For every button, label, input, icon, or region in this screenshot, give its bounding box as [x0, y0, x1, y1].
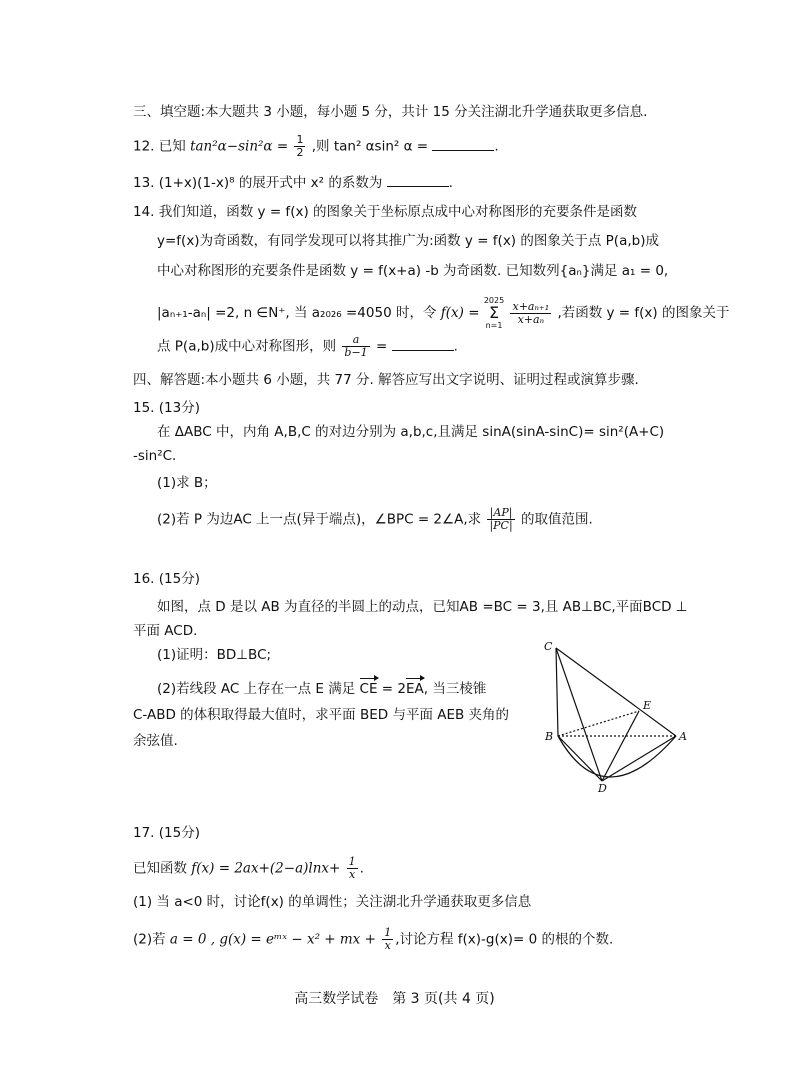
q14-line-5a: 点 P(a,b)成中心对称图形，则 [157, 338, 337, 355]
q17-line-1 [133, 856, 364, 881]
page-footer: 高三数学试卷 第 3 页(共 4 页) [294, 991, 495, 1007]
q14-end: . [453, 338, 458, 355]
edge-ed [602, 711, 639, 781]
q15-part-1: (1)求 B； [157, 475, 217, 491]
q12-prefix: 12. 已知 [133, 138, 186, 155]
q14-frac-num: x+aₙ₊₁ [512, 299, 550, 313]
q15-fraction [487, 507, 514, 532]
q14-line-4a: |aₙ₊₁-aₙ| =2, n ∈N⁺, 当 a₂₀₂₆ =4050 时，令 [157, 305, 437, 321]
q17-frac2-den: x [384, 939, 391, 952]
q17-part-2-expr: a = 0 , g(x) = eᵐˣ − x² + mx + [169, 931, 376, 948]
q16-vector-ce: CE [359, 681, 378, 697]
q14-line-5 [157, 334, 458, 359]
q14-line-2: y=f(x)为奇函数，有同学发现可以将其推广为:函数 y = f(x) 的图象关于点 P(a,b)成 [157, 233, 659, 249]
q12-answer-blank[interactable] [432, 136, 494, 151]
q14-eq: = [468, 305, 480, 321]
question-12 [133, 134, 499, 159]
q17-fraction-2 [382, 927, 393, 952]
question-13 [133, 172, 453, 192]
q16-part-1: (1)证明：BD⊥BC; [157, 647, 272, 663]
section-4-heading: 四、解答题:本小题共 6 小题，共 77 分. 解答应写出文字说明、证明过程或演算步骤. [133, 372, 639, 388]
q14-frac2-den: b−1 [344, 346, 368, 359]
q16-part-2a: (2)若线段 AC 上存在一点 E 满足 [157, 681, 356, 697]
q14-fraction [510, 301, 551, 326]
q15-frac-den: |PC| [489, 519, 513, 532]
semicircle-arc [558, 736, 676, 777]
edge-cd [556, 648, 602, 781]
q17-frac-den: x [349, 868, 356, 881]
q12-fraction [294, 134, 305, 159]
q14-frac-den: x+aₙ [517, 312, 545, 326]
edge-ca [556, 648, 676, 736]
label-a: A [679, 730, 687, 743]
q12-eq: = [276, 138, 289, 155]
q12-mid: ,则 tan² αsin² α = [311, 138, 429, 155]
q15-part-2b: 的取值范围. [520, 511, 593, 528]
q15-frac-num: |AP| [487, 507, 514, 520]
edge-ad [602, 736, 676, 781]
label-b: B [545, 730, 554, 743]
q17-line-1a: 已知函数 [133, 860, 187, 877]
q15-part-2a: (2)若 P 为边AC 上一点(异于端点)，∠BPC = 2∠A,求 [157, 511, 482, 528]
section-3-heading: 三、填空题:本大题共 3 小题，每小题 5 分，共计 15 分关注湖北升学通获取更多信息. [133, 104, 648, 120]
q15-line-1: 在 ΔABC 中，内角 A,B,C 的对边分别为 a,b,c,且满足 sinA(sinA-sinC)= sin²(A+C) [157, 424, 665, 440]
q16-vector-ea: EA [406, 681, 424, 697]
q15-line-2: -sin²C. [133, 448, 177, 464]
q12-end: . [494, 138, 499, 155]
q14-line-4 [157, 296, 729, 330]
q17-part-2b: ,讨论方程 f(x)-g(x)= 0 的根的个数. [395, 931, 614, 948]
q12-frac-num: 1 [296, 133, 304, 146]
q13-text: 13. (1+x)(1-x)⁸ 的展开式中 x² 的系数为 [133, 175, 383, 191]
q17-frac-num: 1 [348, 855, 356, 868]
tetrahedron-figure [536, 640, 702, 792]
q17-frac2-num: 1 [384, 926, 392, 939]
q13-end: . [448, 175, 453, 191]
edge-be-dotted [558, 711, 639, 736]
q16-title: 16. (15分) [133, 571, 200, 587]
q16-part-2c: C-ABD 的体积取得最大值时，求平面 BED 与平面 AEB 夹角的 [133, 707, 510, 723]
q16-mid: = 2 [377, 681, 406, 697]
q14-frac2-num: a [342, 334, 369, 347]
q16-line-2: 平面 ACD. [133, 623, 198, 639]
edge-bd [558, 736, 602, 781]
label-d: D [598, 782, 607, 792]
q17-line-1b: . [359, 860, 364, 877]
q16-part-2b: , 当三棱锥 [423, 681, 487, 697]
q16-part-2d: 余弦值. [133, 733, 178, 749]
q16-part-2 [157, 680, 486, 698]
q17-part-2 [133, 927, 613, 952]
q15-title: 15. (13分) [133, 400, 200, 416]
q14-answer-blank[interactable] [392, 336, 454, 351]
q14-fx: f(x) [440, 305, 464, 321]
q14-line-3: 中心对称图形的充要条件是函数 y = f(x+a) -b 为奇函数. 已知数列{aₙ}满足 a₁ = 0, [157, 263, 669, 279]
q17-part-2a: (2)若 [133, 931, 166, 948]
label-e: E [643, 699, 652, 712]
q14-sum-top: 2025 [483, 296, 505, 305]
label-c: C [544, 640, 553, 653]
q13-answer-blank[interactable] [387, 172, 449, 187]
q12-expr: tan²α−sin²α [190, 138, 273, 155]
q14-fraction-2 [342, 334, 369, 359]
sigma-icon: Σ [488, 303, 500, 322]
q14-line-5b: = [375, 338, 388, 355]
q16-line-1: 如图，点 D 是以 AB 为直径的半圆上的动点，已知AB =BC = 3,且 AB⊥BC,平面BCD ⊥ [157, 599, 688, 615]
q14-sum [484, 296, 504, 330]
q14-sum-bottom: n=1 [485, 321, 503, 330]
edge-cb [556, 648, 558, 736]
q14-line-4b: ,若函数 y = f(x) 的图象关于 [557, 305, 730, 321]
q17-part-1: (1) 当 a<0 时，讨论f(x) 的单调性；关注湖北升学通获取更多信息 [133, 894, 532, 910]
q17-func: f(x) = 2ax+(2−a)lnx+ [191, 860, 341, 877]
q17-title: 17. (15分) [133, 825, 200, 841]
q17-fraction [347, 856, 358, 881]
q12-frac-den: 2 [296, 146, 304, 159]
q15-part-2 [157, 507, 593, 532]
q14-line-1: 14. 我们知道，函数 y = f(x) 的图象关于坐标原点成中心对称图形的充要条件是函数 [133, 204, 638, 220]
